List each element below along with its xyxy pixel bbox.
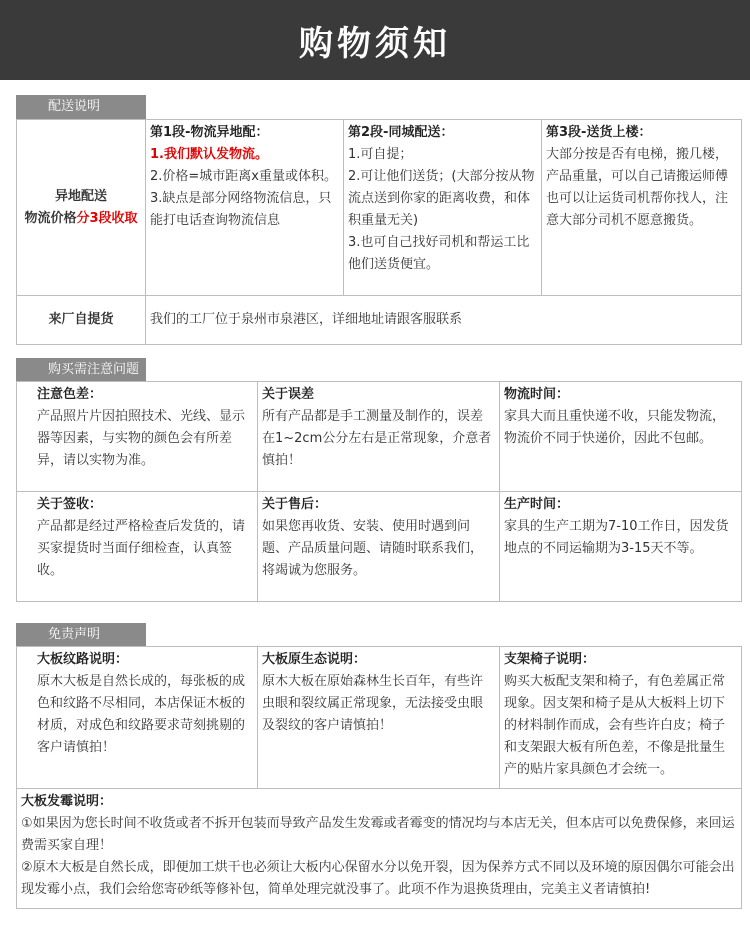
note-title: 关于签收： (37, 497, 103, 512)
mold-item-2: ②原木大板是自然长成，即便加工烘干也必须让大板内心保留水分以免开裂，因为保养方式不同以及环境的原因偶尔可能会出现发霉小点，我们会给您寄砂纸等修补包，简单处理完就没事了。此项不作为退换货理由，完美主义者请慎拍! (21, 860, 735, 897)
disclaimer-chairs (500, 647, 742, 789)
disclaimer-ecology (258, 647, 500, 789)
pickup-text: 我们的工厂位于泉州市泉港区，详细地址请跟客服联系 (146, 296, 742, 345)
mold-title: 大板发霉说明： (21, 794, 113, 809)
stage-1-price: 2.价格=城市距离x重量或体积。 (150, 169, 337, 184)
note-text: 所有产品都是手工测量及制作的，误差在1~2cm公分左右是正常现象，介意者慎拍！ (262, 409, 492, 468)
note-error (258, 382, 500, 492)
note-text: 产品照片片因拍照技术、光线、显示器等因素，与实物的颜色会有所差异，请以实物为准。 (37, 409, 246, 468)
note-title: 关于误差 (262, 387, 315, 402)
disclaimer-title: 大板纹路说明： (37, 652, 129, 667)
stage-2-item-2: 2.可让他们送货；(大部分按从物流点送到你家的距离收费，和体积重量无关) (348, 169, 535, 228)
page-header (0, 0, 750, 80)
delivery-stage-1 (146, 120, 344, 296)
note-production-time (500, 492, 742, 602)
disclaimer-mold (17, 789, 742, 909)
note-color-diff (17, 382, 258, 492)
note-title: 注意色差： (37, 387, 103, 402)
stage-3-text: 大部分按是否有电梯，搬几楼，产品重量，可以自己请搬运师傅也可以让运货司机帮你找人，注意大部分司机不愿意搬货。 (546, 147, 729, 228)
stage-1-default: 1.我们默认发物流。 (150, 147, 268, 162)
delivery-stage-2 (344, 120, 542, 296)
note-signing (17, 492, 258, 602)
note-logistics-time (500, 382, 742, 492)
note-text: 产品都是经过严格检查后发货的，请买家提货时当面仔细检查，认真签收。 (37, 519, 246, 578)
note-after-sales (258, 492, 500, 602)
stage-1-drawback: 3.缺点是部分网络物流信息，只能打电话查询物流信息 (150, 191, 332, 228)
note-title: 物流时间： (504, 387, 570, 402)
disclaimer-title: 支架椅子说明： (504, 652, 596, 667)
disclaimer-text: 原木大板是自然长成的，每张板的成色和纹路不尽相同，本店保证木板的材质，对成色和纹路要求苛刻挑剔的客户请慎拍！ (37, 674, 246, 755)
section-tab-disclaimer: 免责声明 (16, 623, 146, 647)
disclaimer-grain (17, 647, 258, 789)
stage-1-title: 第1段-物流异地配： (150, 125, 269, 140)
disclaimer-text: 购买大板配支架和椅子，有色差属正常现象。因支架和椅子是从大板料上切下的材料制作而成，会有些许白皮；椅子和支架跟大板有所色差，不像是批量生产的贴片家具颜色才会统一。 (504, 674, 726, 777)
delivery-table (16, 119, 742, 345)
notes-table (16, 381, 742, 602)
note-title: 关于售后： (262, 497, 328, 512)
section-tab-notes: 购买需注意问题 (16, 358, 146, 382)
note-text: 家具大而且重快递不收，只能发物流，物流价不同于快递价，因此不包邮。 (504, 409, 726, 446)
stage-2-title: 第2段-同城配送： (348, 125, 454, 140)
pickup-label: 来厂自提货 (17, 296, 146, 345)
stage-3-title: 第3段-送货上楼： (546, 125, 652, 140)
delivery-stage-3 (542, 120, 742, 296)
note-text: 如果您再收货、安装、使用时遇到问题、产品质量问题、请随时联系我们，将竭诚为您服务。 (262, 519, 484, 578)
section-tab-delivery: 配送说明 (16, 95, 146, 119)
page-title: 购物须知 (299, 23, 451, 64)
mold-item-1: ①如果因为您长时间不收货或者不拆开包装而导致产品发生发霉或者霉变的情况均与本店无关，但本店可以免费保修，来回运费需买家自理！ (21, 816, 735, 853)
disclaimer-title: 大板原生态说明： (262, 652, 367, 667)
disclaimer-table (16, 646, 742, 909)
disclaimer-text: 原木大板在原始森林生长百年，有些许虫眼和裂纹属正常现象，无法接受虫眼及裂纹的客户请慎拍！ (262, 674, 484, 733)
price-three-stages: 分3段收取 (76, 210, 138, 226)
stage-2-item-1: 1.可自提； (348, 147, 413, 162)
delivery-summary-cell (17, 120, 146, 296)
delivery-summary-title: 异地配送 (54, 188, 107, 204)
delivery-summary-price: 物流价格分3段收取 (24, 210, 138, 226)
note-text: 家具的生产工期为7-10工作日，因发货地点的不同运输期为3-15天不等。 (504, 519, 729, 556)
note-title: 生产时间： (504, 497, 570, 512)
stage-2-item-3: 3.也可自己找好司机和帮运工比他们送货便宜。 (348, 235, 530, 272)
